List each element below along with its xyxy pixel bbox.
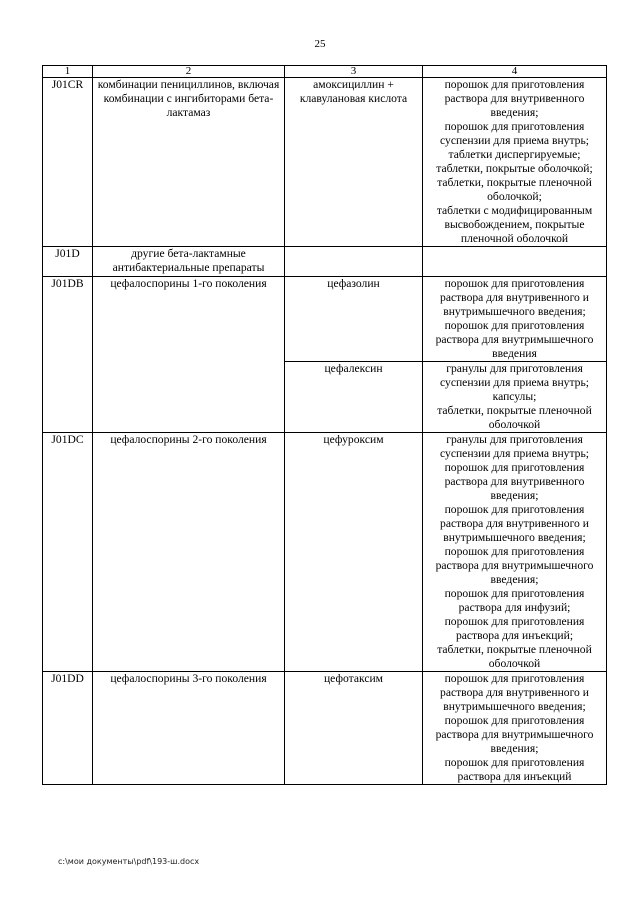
dosage-forms-cell: порошок для приготовления раствора для внутривенного и внутримышечного введения; порошок для приготовления раствора для внутримышечного введения; порошок для приготовления раствора для инъекций [423,672,607,785]
pharmacological-group-cell: цефалоспорины 1-го поколения [93,277,285,433]
file-path-footer: c:\мои документы\pdf\193-ш.docx [58,857,200,866]
column-header: 4 [423,66,607,78]
drug-name-cell: цефуроксим [285,433,423,672]
column-header: 2 [93,66,285,78]
table-row [43,433,607,672]
dosage-forms-cell [423,247,607,277]
drug-name-cell [285,247,423,277]
drug-name-cell: цефалексин [285,362,423,433]
table-row [43,78,607,247]
table-row [43,247,607,277]
atc-code-cell: J01DC [43,433,93,672]
atc-code-cell: J01CR [43,78,93,247]
pharmacological-group-cell: другие бета-лактамные антибактериальные препараты [93,247,285,277]
dosage-forms-cell: порошок для приготовления раствора для внутривенного введения; порошок для приготовления суспензии для приема внутрь; таблетки диспергируемые; таблетки, покрытые оболочкой; таблетки, покрытые пленочной оболочкой; таблетки с модифицированным высвобождением, покрытые пленочной оболочкой [423,78,607,247]
drug-name-cell: амоксициллин + клавулановая кислота [285,78,423,247]
atc-code-cell: J01DD [43,672,93,785]
atc-code-cell: J01DB [43,277,93,433]
drug-name-cell: цефазолин [285,277,423,362]
drug-name-cell: цефотаксим [285,672,423,785]
dosage-forms-cell: порошок для приготовления раствора для внутривенного и внутримышечного введения; порошок для приготовления раствора для внутримышечного введения [423,277,607,362]
pharmacological-group-cell: цефалоспорины 3-го поколения [93,672,285,785]
page-number: 25 [314,38,326,50]
atc-code-cell: J01D [43,247,93,277]
drug-table [42,65,607,785]
pharmacological-group-cell: комбинации пенициллинов, включая комбинации с ингибиторами бета-лактамаз [93,78,285,247]
pharmacological-group-cell: цефалоспорины 2-го поколения [93,433,285,672]
table-row [43,672,607,785]
column-header: 1 [43,66,93,78]
dosage-forms-cell: гранулы для приготовления суспензии для приема внутрь; капсулы; таблетки, покрытые пленочной оболочкой [423,362,607,433]
dosage-forms-cell: гранулы для приготовления суспензии для приема внутрь; порошок для приготовления раствора для внутривенного введения; порошок для приготовления раствора для внутривенного и внутримышечного введения; порошок для приготовления раствора для внутримышечного введения; порошок для приготовления раствора для инфузий; порошок для приготовления раствора для инъекций; таблетки, покрытые пленочной оболочкой [423,433,607,672]
column-header: 3 [285,66,423,78]
table-header-row [43,66,607,78]
table-row [43,277,607,362]
